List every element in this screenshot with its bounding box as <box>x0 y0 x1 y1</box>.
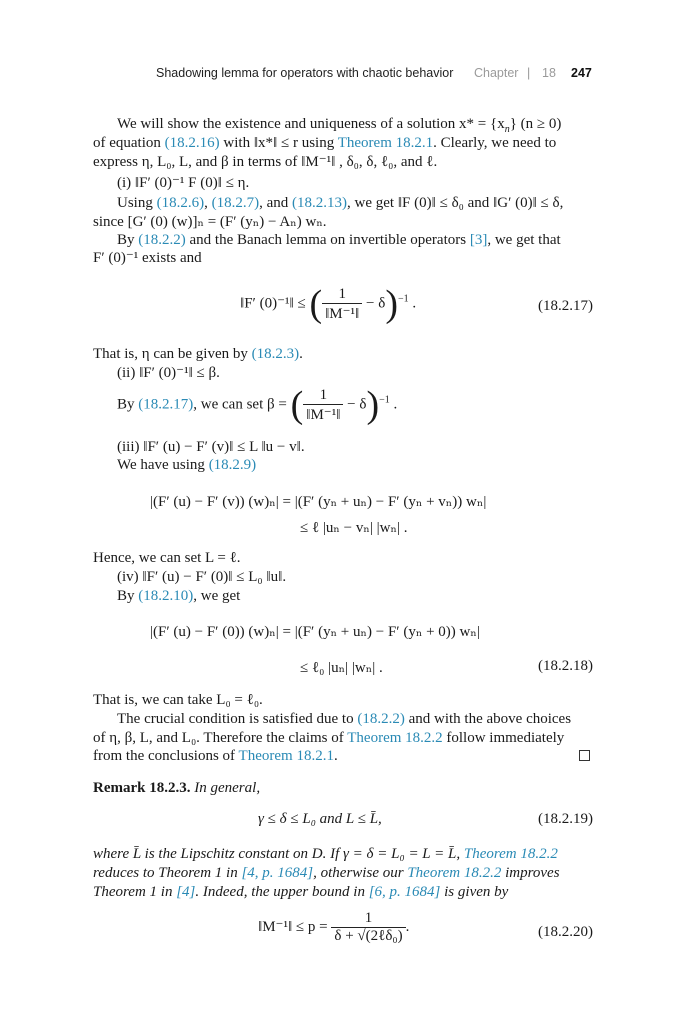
text: That is, η can be given by <box>93 346 252 362</box>
text: with ‖x*‖ ≤ r using <box>219 135 338 151</box>
equation-link[interactable]: (18.2.3) <box>251 346 300 362</box>
text: We will show the existence and uniqueness of a solution x* = {x <box>117 116 505 132</box>
text: , otherwise our <box>313 865 408 881</box>
paragraph-line: since [G′ (0) (w)]ₙ = (F′ (yₙ) − Aₙ) wₙ. <box>93 214 327 230</box>
remark-heading <box>93 779 260 798</box>
text: . <box>405 918 410 935</box>
text: , we get ‖F (0)‖ ≤ δ₀ and ‖G′ (0)‖ ≤ δ, <box>347 195 564 211</box>
running-title: Shadowing lemma for operators with chaotic behavior <box>156 66 454 80</box>
paragraph-line <box>93 729 564 748</box>
equation-number: (18.2.17) <box>538 298 593 314</box>
remark-label: Remark 18.2.3. <box>93 780 191 796</box>
equation-link[interactable]: (18.2.2) <box>357 711 405 727</box>
theorem-link[interactable]: Theorem 18.2.1 <box>238 748 334 764</box>
fraction <box>331 910 405 945</box>
text: . Clearly, we need to <box>433 135 557 151</box>
citation-link[interactable]: [3] <box>469 232 488 248</box>
eq-term: − δ <box>347 396 367 413</box>
theorem-link[interactable]: Theorem 18.2.2 <box>347 730 443 746</box>
remark-line <box>93 845 558 864</box>
text: reduces to Theorem 1 in <box>93 865 242 881</box>
paragraph-line: express η, L₀, L, and β in terms of ‖M⁻¹‖ , δ₀, δ, ℓ₀, and ℓ. <box>93 154 438 170</box>
equation-number: (18.2.20) <box>538 924 593 940</box>
numerator: 1 <box>331 910 405 928</box>
equation-link[interactable]: (18.2.7) <box>211 195 260 211</box>
item-iii: (iii) ‖F′ (u) − F′ (v)‖ ≤ L ‖u − v‖. <box>117 439 305 455</box>
text: By <box>117 396 139 413</box>
text: follow immediately <box>442 730 565 746</box>
text: The crucial condition is satisfied due to <box>117 711 358 727</box>
text: , we can set β = <box>193 396 287 413</box>
equation-link[interactable]: (18.2.16) <box>164 135 220 151</box>
text: and the Banach lemma on invertible operators <box>185 232 470 248</box>
equation-18-2-20 <box>258 910 409 945</box>
paragraph-line: Using (18.2.6), (18.2.7), and (18.2.13), we get ‖F (0)‖ ≤ δ₀ and ‖G′ (0)‖ ≤ δ, <box>117 195 564 211</box>
text: } (n ≥ 0) <box>509 116 562 132</box>
text: By <box>117 232 139 248</box>
text: . Indeed, the upper bound in <box>195 884 369 900</box>
text: We have using <box>117 457 209 473</box>
denominator: ‖M⁻¹‖ <box>325 305 360 322</box>
citation-link[interactable]: [6, p. 1684] <box>368 884 441 900</box>
denominator: δ + √(2ℓδ₀) <box>334 928 403 944</box>
equation-link[interactable]: (18.2.10) <box>138 588 194 604</box>
paragraph-line <box>117 231 561 250</box>
item-iv: (iv) ‖F′ (u) − F′ (0)‖ ≤ L₀ ‖u‖. <box>117 569 287 585</box>
numerator: 1 <box>303 387 343 405</box>
paragraph-line <box>117 710 571 729</box>
paragraph-line <box>93 134 556 153</box>
text: improves <box>501 865 560 881</box>
eq-lhs: ‖F′ (0)⁻¹‖ ≤ <box>240 295 306 312</box>
paragraph-line <box>93 345 303 364</box>
eq-lhs: ‖M⁻¹‖ ≤ p = <box>258 918 328 935</box>
eq-term: − δ <box>366 295 386 312</box>
exponent: −1 <box>397 293 409 305</box>
beta-definition: By (18.2.17), we can set β = ( $\frac{1}{\text{‖M⁻¹‖}}$ − δ)$^{-1}$ . <box>117 384 398 426</box>
paragraph-line <box>93 747 338 766</box>
theorem-link[interactable]: Theorem 18.2.1 <box>337 135 434 151</box>
paragraph-line: That is, we can take L₀ = ℓ₀. <box>93 692 263 708</box>
equation-line: ≤ ℓ₀ |uₙ| |wₙ| . <box>300 660 383 676</box>
fraction <box>322 286 362 323</box>
equation-link[interactable]: (18.2.13) <box>292 195 348 211</box>
item-ii: (ii) ‖F′ (0)⁻¹‖ ≤ β. <box>117 365 220 381</box>
chapter-label: Chapter <box>474 66 519 80</box>
remark-line <box>93 864 560 883</box>
exponent: −1 <box>379 394 390 406</box>
equation-line: |(F′ (u) − F′ (0)) (w)ₙ| = |(F′ (yₙ + uₙ) − F′ (yₙ + 0)) wₙ| <box>150 624 480 640</box>
theorem-link[interactable]: Theorem 18.2.2 <box>407 865 502 881</box>
text: Theorem 1 in <box>93 884 177 900</box>
equation-number: (18.2.19) <box>538 811 593 827</box>
equation-link[interactable]: (18.2.9) <box>208 457 257 473</box>
paragraph-line: F′ (0)⁻¹ exists and <box>93 250 202 266</box>
text: and with the above choices <box>404 711 572 727</box>
fraction <box>303 387 343 424</box>
equation-link[interactable]: (18.2.6) <box>156 195 205 211</box>
item-i: (i) ‖F′ (0)⁻¹ F (0)‖ ≤ η. <box>117 175 250 191</box>
text: , we get <box>193 588 241 604</box>
citation-link[interactable]: [4] <box>176 884 196 900</box>
denominator: ‖M⁻¹‖ <box>306 406 341 423</box>
text: is given by <box>440 884 509 900</box>
text: , we get that <box>487 232 561 248</box>
citation-link[interactable]: [4, p. 1684] <box>241 865 314 881</box>
page-number: 247 <box>571 66 592 80</box>
equation-18-2-19: γ ≤ δ ≤ L₀ and L ≤ L̄, <box>258 811 382 827</box>
running-header <box>0 62 596 84</box>
equation-line: ≤ ℓ |uₙ − vₙ| |wₙ| . <box>300 520 408 536</box>
equation-line: |(F′ (u) − F′ (v)) (w)ₙ| = |(F′ (yₙ + uₙ) − F′ (yₙ + vₙ)) wₙ| <box>150 494 487 510</box>
equation-number: (18.2.18) <box>538 658 593 674</box>
text: By <box>117 588 139 604</box>
text: of η, β, L, and L₀. Therefore the claims of <box>93 730 348 746</box>
text: from the conclusions of <box>93 748 239 764</box>
remark-text: In general, <box>194 780 261 796</box>
text: . <box>299 346 303 362</box>
text: of equation <box>93 135 165 151</box>
paragraph-line <box>117 587 240 606</box>
qed-box-icon <box>579 750 590 761</box>
chapter-number: 18 <box>542 66 556 80</box>
equation-18-2-17: ‖F′ (0)⁻¹‖ ≤ ( $\frac{1}{\text{‖M⁻¹‖}}$ − δ)$^{-1}$ . <box>240 283 417 325</box>
text: where L̄ is the Lipschitz constant on D. If γ = δ = L₀ = L = L̄, <box>93 846 464 862</box>
paragraph-line: Hence, we can set L = ℓ. <box>93 550 241 566</box>
remark-line <box>93 883 508 902</box>
theorem-link[interactable]: Theorem 18.2.2 <box>463 846 558 862</box>
subscript: n <box>504 124 510 135</box>
equation-link[interactable]: (18.2.2) <box>138 232 186 248</box>
text: Using <box>117 195 157 211</box>
header-separator: | <box>527 66 531 80</box>
numerator: 1 <box>322 286 362 304</box>
text: . <box>333 748 338 764</box>
paragraph-line <box>117 456 256 475</box>
equation-link[interactable]: (18.2.17) <box>138 396 194 413</box>
